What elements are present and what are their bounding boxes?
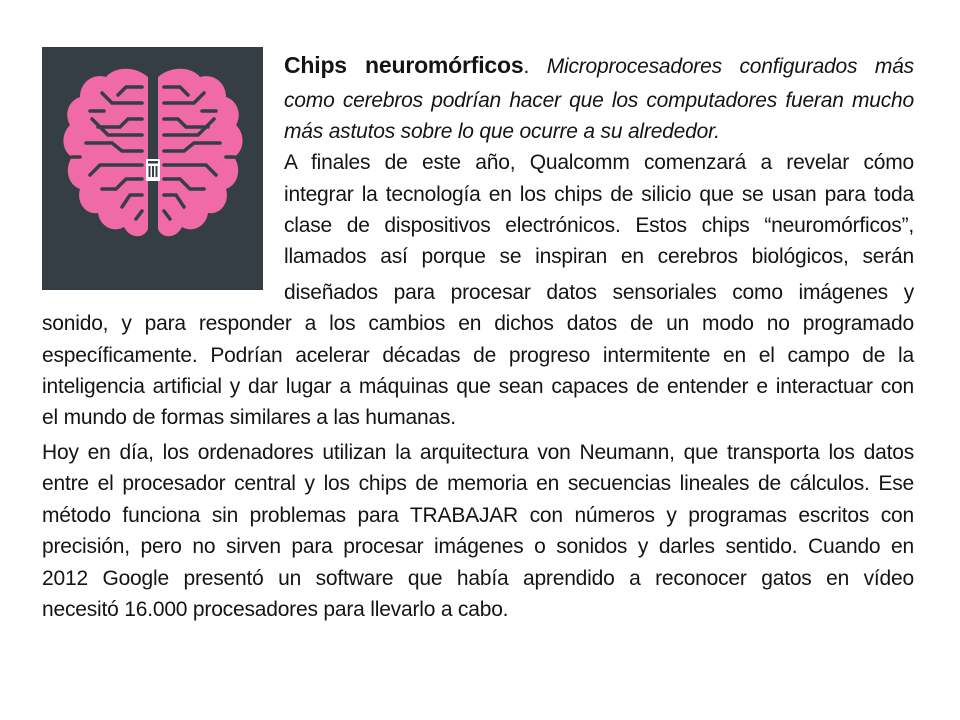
paragraph-line: el mundo de formas similares a las humanas.	[42, 406, 456, 429]
subtitle-line-2: como cerebros podrían hacer que los computadores fueran mucho	[284, 89, 914, 112]
paragraph-line: diseñados para procesar datos sensoriales como imágenes y	[284, 281, 914, 304]
brain-chip-icon	[42, 47, 263, 290]
paragraph-line: método funciona sin problemas para TRABAJAR con números y programas escritos con	[42, 504, 914, 527]
title-period: .	[523, 55, 530, 78]
subtitle-line-1: Microprocesadores configurados más	[529, 55, 914, 78]
paragraph-line: clase de dispositivos electrónicos. Estos chips “neuromórficos”,	[284, 214, 914, 237]
paragraph-line: entre el procesador central y los chips de memoria en secuencias lineales de cálculos. Ese	[42, 472, 914, 495]
brain-chip-illustration	[42, 47, 263, 290]
paragraph-line: necesitó 16.000 procesadores para llevarlo a cabo.	[42, 598, 509, 621]
chip-icon	[146, 159, 160, 181]
paragraph-line: inteligencia artificial y dar lugar a máquinas que sean capaces de entender e interactuar con	[42, 375, 914, 398]
paragraph-line: precisión, pero no sirven para procesar imágenes o sonidos y darles sentido. Cuando en	[42, 535, 914, 558]
paragraph-line: Hoy en día, los ordenadores utilizan la arquitectura von Neumann, que transporta los datos	[42, 441, 914, 464]
paragraph-line: específicamente. Podrían acelerar décadas de progreso intermitente en el campo de la	[42, 344, 914, 367]
article-line-1	[284, 52, 914, 80]
subtitle-line-3: más astutos sobre lo que ocurre a su alrededor.	[284, 120, 720, 143]
article-title: Chips neuromórficos	[284, 52, 524, 78]
paragraph-line: A finales de este año, Qualcomm comenzará a revelar cómo	[284, 151, 914, 174]
paragraph-line: 2012 Google presentó un software que había aprendido a reconocer gatos en vídeo	[42, 567, 914, 590]
paragraph-line: llamados así porque se inspiran en cerebros biológicos, serán	[284, 245, 914, 268]
paragraph-line: integrar la tecnología en los chips de silicio que se usan para toda	[284, 183, 914, 206]
paragraph-line: sonido, y para responder a los cambios en dichos datos de un modo no programado	[42, 312, 914, 335]
